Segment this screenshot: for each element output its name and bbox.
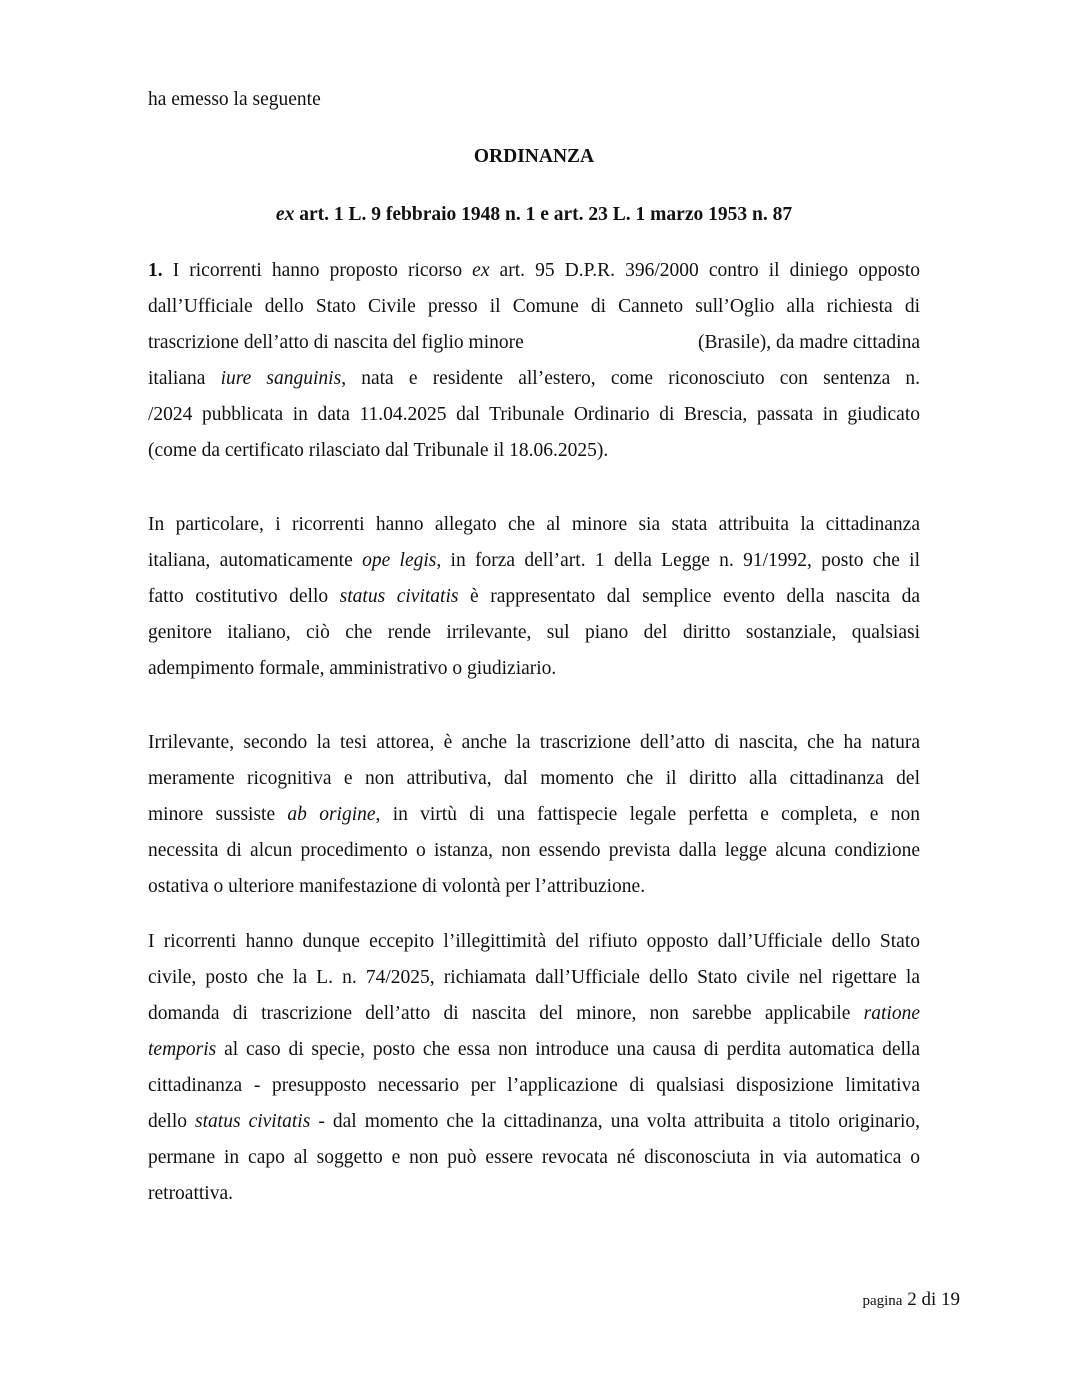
p1-line-1 [148,259,920,283]
p3-line-2: meramente ricognitiva e non attributiva, dal momento che il diritto alla cittadinanza del [148,768,920,789]
p4-text: al caso di specie, posto che essa non introduce una causa di perdita automatica della [216,1039,920,1060]
p2-line-5: adempimento formale, amministrativo o giudiziario. [148,658,557,679]
p1-text: art. 95 D.P.R. 396/2000 contro il diniego opposto [489,260,920,281]
page-separator: di [921,1289,937,1310]
p4-line-1: I ricorrenti hanno dunque eccepito l’illegittimità del rifiuto opposto dall’Ufficiale dello Stato [148,931,920,952]
p1-text: italiana [148,368,221,389]
intro-text: ha emesso la seguente [148,89,321,110]
p1-italic: iure sanguinis [220,368,342,389]
p1-text: I ricorrenti hanno proposto ricorso [162,260,473,281]
p1-line-3 [148,331,920,355]
p2-line-2 [148,549,920,573]
p2-line-3 [148,585,920,609]
p2-text: è rappresentato dal semplice evento della nascita da [458,586,921,607]
p3-line-5: ostativa o ulteriore manifestazione di volontà per l’attribuzione. [148,876,646,897]
p1-italic: ex [472,260,490,281]
p2-text: , in forza dell’art. 1 della Legge n. 91/1992, posto che il [436,550,921,571]
p2-line-1: In particolare, i ricorrenti hanno allegato che al minore sia stata attribuita la cittadinanza [148,514,920,535]
p2-text: italiana, automaticamente [148,550,363,571]
p1-line-6: (come da certificato rilasciato dal Tribunale il 18.06.2025). [148,440,609,461]
p4-line-5: cittadinanza - presupposto necessario per l’applicazione di qualsiasi disposizione limitativa [148,1075,920,1096]
p4-line-2: civile, posto che la L. n. 74/2025, richiamata dall’Ufficiale dello Stato civile nel rigettare la [148,967,920,988]
paragraph-number: 1. [148,260,163,281]
p3-line-4: necessita di alcun procedimento o istanza, non essendo prevista dalla legge alcuna condizione [148,840,920,861]
page-number-footer [700,1288,960,1313]
p3-text: , in virtù di una fattispecie legale perfetta e completa, e non [375,804,920,825]
p1-line-5: /2024 pubblicata in data 11.04.2025 dal Tribunale Ordinario di Brescia, passata in giudicato [148,404,920,425]
page-current: 2 [907,1289,917,1310]
p2-text: fatto costitutivo dello [148,586,340,607]
p3-italic: ab origine [287,804,376,825]
p4-line-8: retroattiva. [148,1183,233,1204]
p3-line-3 [148,803,920,827]
p4-line-4 [148,1038,920,1062]
subtitle-ex: ex [275,204,295,225]
subtitle-rest: art. 1 L. 9 febbraio 1948 n. 1 e art. 23 L. 1 marzo 1953 n. 87 [294,204,793,225]
p1-text: (Brasile), da madre cittadina [698,332,920,353]
document-subtitle [148,203,920,227]
page-total: 19 [941,1289,960,1310]
document-title: ORDINANZA [473,146,595,167]
p4-italic: temporis [148,1039,217,1060]
p4-italic: ratione [863,1003,920,1024]
p2-italic: status civitatis [339,586,459,607]
p4-italic: status civitatis [195,1111,311,1132]
p2-line-4: genitore italiano, ciò che rende irrilevante, sul piano del diritto sostanziale, qualsiasi [148,622,920,643]
p2-italic: ope legis [362,550,437,571]
p3-line-1: Irrilevante, secondo la tesi attorea, è anche la trascrizione dell’atto di nascita, che ha natura [148,732,920,753]
p4-line-6 [148,1110,920,1134]
p4-text: domanda di trascrizione dell’atto di nascita del minore, non sarebbe applicabile [148,1003,864,1024]
p1-line-4 [148,367,920,391]
p3-text: minore sussiste [148,804,288,825]
p1-text: trascrizione dell’atto di nascita del figlio minore [148,332,524,353]
p1-text: , nata e residente all’estero, come riconosciuto con sentenza n. [341,368,921,389]
p4-line-3 [148,1002,920,1026]
p1-line-2: dall’Ufficiale dello Stato Civile presso il Comune di Canneto sull’Oglio alla richiesta di [148,296,920,317]
page-label: pagina [862,1293,903,1309]
p4-text: - dal momento che la cittadinanza, una volta attribuita a titolo originario, [310,1111,920,1132]
p4-line-7: permane in capo al soggetto e non può essere revocata né disconosciuta in via automatica o [148,1147,920,1168]
p4-text: dello [148,1111,196,1132]
